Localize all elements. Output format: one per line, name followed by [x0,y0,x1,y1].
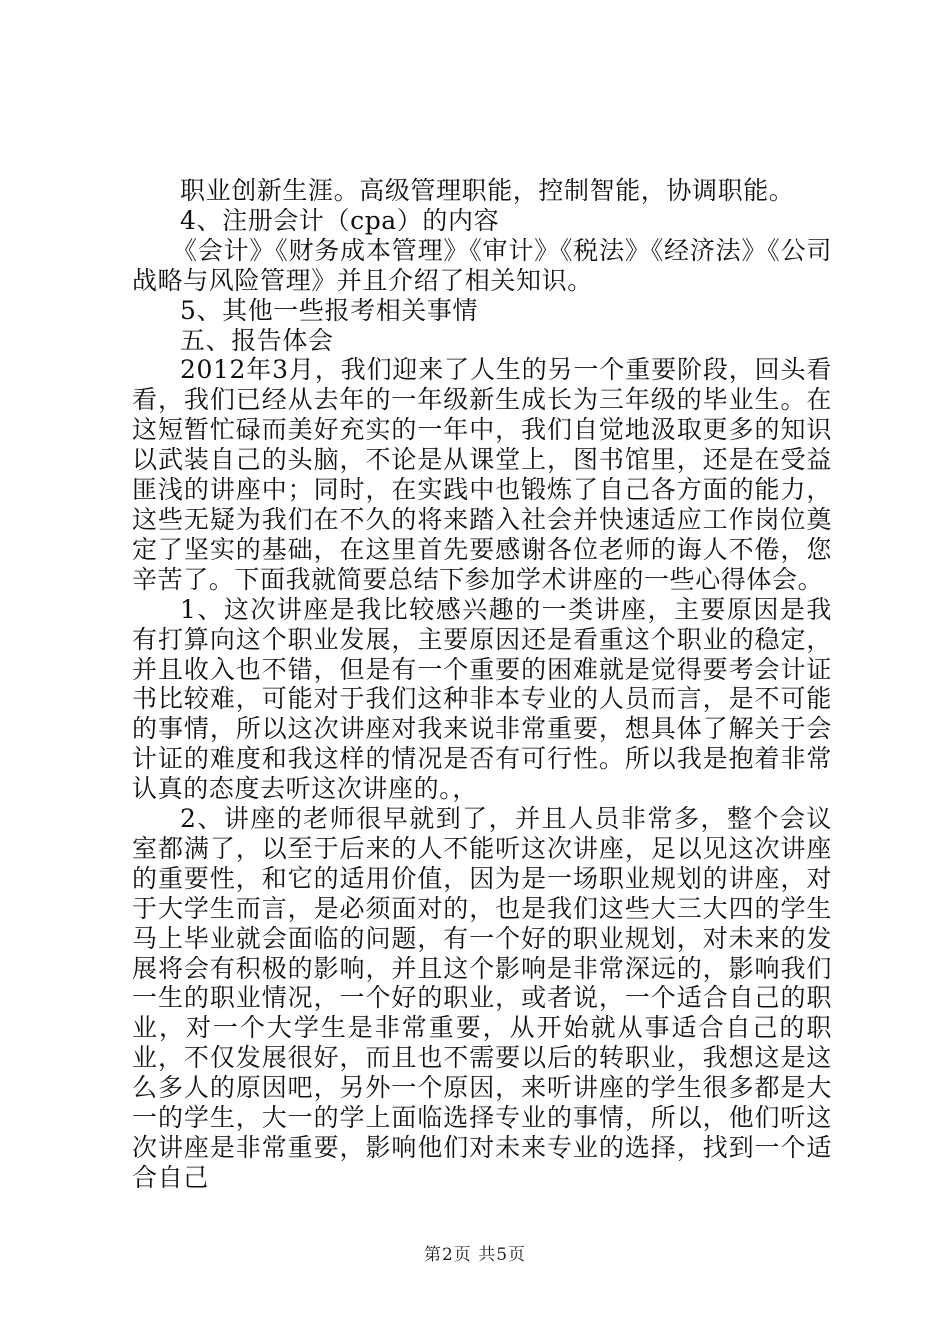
paragraph-career-functions: 职业创新生涯。高级管理职能，控制智能，协调职能。 [180,176,795,205]
paragraph-point-1: 1、这次讲座是我比较感兴趣的一类讲座，主要原因是我有打算向这个职业发展，主要原因还是看重这个职业的稳定，并且收入也不错，但是有一个重要的困难就是觉得要考会计证书比较难，可能对于我们这种非本专业的人员而言，是不可能的事情，所以这次讲座对我来说非常重要，想具体了解关于会计证的难度和我这样的情况是否有可行性。所以我是抱着非常认真的态度去听这次讲座的。， [132,594,832,804]
body-text [132,176,832,1193]
heading-cpa-content: 4、注册会计（cpa）的内容 [180,205,500,235]
page-number-footer: 第2页 共5页 [423,1245,527,1265]
heading-other-matters: 5、其他一些报考相关事情 [180,295,479,325]
paragraph-cpa-subjects: 《会计》《财务成本管理》《审计》《税法》《经济法》《公司战略与风险管理》并且介绍了相关知识。 [132,235,832,295]
heading-report-reflection: 五、报告体会 [180,325,334,355]
paragraph-reflection-intro: 2012年3月，我们迎来了人生的另一个重要阶段，回头看看，我们已经从去年的一年级新生成长为三年级的毕业生。在这短暂忙碌而美好充实的一年中，我们自觉地汲取更多的知识以武装自己的头脑，不论是从课堂上，图书馆里，还是在受益匪浅的讲座中；同时，在实践中也锻炼了自己各方面的能力，这些无疑为我们在不久的将来踏入社会并快速适应工作岗位奠定了坚实的基础，在这里首先要感谢各位老师的诲人不倦，您辛苦了。下面我就简要总结下参加学术讲座的一些心得体会。 [132,355,832,594]
paragraph-point-2: 2、讲座的老师很早就到了，并且人员非常多，整个会议室都满了，以至于后来的人不能听这次讲座，足以见这次讲座的重要性，和它的适用价值，因为是一场职业规划的讲座，对于大学生而言，是必须面对的，也是我们这些大三大四的学生马上毕业就会面临的问题，有一个好的职业规划，对未来的发展将会有积极的影响，并且这个影响是非常深远的，影响我们一生的职业情况，一个好的职业，或者说，一个适合自己的职业，对一个大学生是非常重要，从开始就从事适合自己的职业，不仅发展很好，而且也不需要以后的转职业，我想这是这么多人的原因吧，另外一个原因，来听讲座的学生很多都是大一的学生，大一的学上面临选择专业的事情，所以，他们听这次讲座是非常重要，影响他们对未来专业的选择，找到一个适合自己 [132,804,832,1192]
